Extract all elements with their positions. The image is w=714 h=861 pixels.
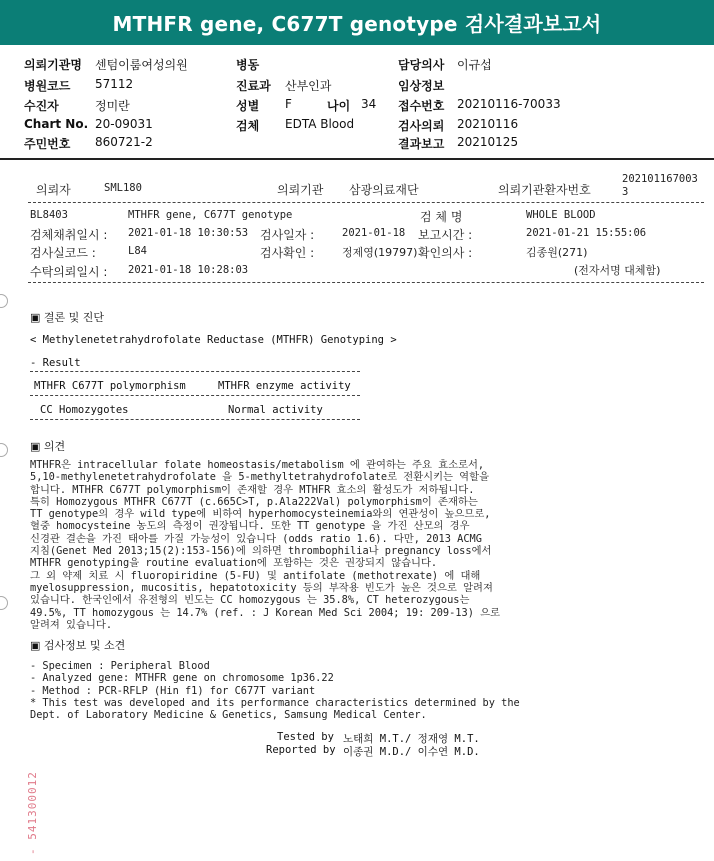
opinion-line: 특히 Homozygous MTHFR C677T (c.665C>T, p.Ala222Val) polymorphism이 존재하는 <box>30 495 478 508</box>
reported-by-label: Reported by <box>266 744 336 756</box>
report-date-value: 20210125 <box>457 135 519 149</box>
opinion-line: 49.5%, TT homozygous 는 14.7% (ref. : J Korean Med Sci 2004; 19: 209-13) 으로 <box>30 606 500 619</box>
collect-value: 2021-01-18 10:30:53 <box>128 227 249 239</box>
info-text <box>30 660 520 722</box>
opinion-line: 있습니다. 한국인에서 유전형의 빈도는 CC homozygous 는 35.8%, CT heterozygous는 <box>30 594 470 607</box>
institution-patient-value-cont: 3 <box>622 186 629 198</box>
side-number-text: - 541300012 <box>26 771 39 855</box>
result-divider-top <box>30 371 360 372</box>
result-divider-bottom <box>30 419 360 420</box>
institution-patient-label: 의뢰기관환자번호 <box>498 183 591 197</box>
opinion-line: 그 외 약제 치료 시 fluoropiridine (5-FU) 및 antifolate (methotrexate) 에 대해 <box>30 569 481 582</box>
opinion-line: 신경관 결손을 가진 태아를 가질 가능성이 있습니다 (odds ratio 1.6). 다만, 2013 ACMG <box>30 532 482 545</box>
patient-label: 수진자 <box>24 99 59 113</box>
doctor-value: 이규섭 <box>457 58 492 72</box>
punch-hole-mark <box>0 443 8 457</box>
testdate-label: 검사일자 : <box>260 228 315 242</box>
test-name: MTHFR gene, C677T genotype <box>128 209 293 221</box>
reported-by-value: 이종권 M.D./ 이수연 M.D. <box>343 746 480 758</box>
specimen-value: EDTA Blood <box>285 117 355 131</box>
method-title: < Methylenetetrahydrofolate Reductase (MTHFR) Genotyping > <box>30 334 397 346</box>
patient-value: 정미란 <box>95 99 130 113</box>
info-line: * This test was developed and its performance characteristics determined by the <box>30 696 520 709</box>
sex-label: 성별 <box>236 99 260 113</box>
result-col-polymorphism: MTHFR C677T polymorphism <box>34 380 186 392</box>
age-label: 나이 <box>327 99 351 113</box>
opinion-line: MTHFR은 intracellular folate homeostasis/metabolism 에 관여하는 주요 효소로서, <box>30 459 485 471</box>
report-title-bar <box>0 0 714 45</box>
result-genotype-value: CC Homozygotes <box>40 404 129 416</box>
opinion-text <box>30 459 520 631</box>
specimen-name-label: 검 체 명 <box>420 210 463 224</box>
tested-by-label: Tested by <box>277 731 334 743</box>
institution-label: 의뢰기관 <box>277 183 324 197</box>
punch-hole-mark <box>0 294 8 308</box>
meta-divider <box>28 202 704 203</box>
reporttime-value: 2021-01-21 15:55:06 <box>526 227 647 239</box>
header-divider <box>0 158 714 160</box>
chart-label: Chart No. <box>24 117 89 131</box>
punch-hole-mark <box>0 596 8 610</box>
institution-patient-value: 202101167003 <box>622 173 698 185</box>
received-label: 수탁의뢰일시 : <box>30 265 108 279</box>
confirm-doctor-value: 김종원(271) <box>526 246 588 259</box>
id-label: 주민번호 <box>24 137 71 151</box>
received-value: 2021-01-18 10:28:03 <box>128 264 249 276</box>
sex-value: F <box>285 97 292 111</box>
dept-value: 산부인과 <box>285 79 332 93</box>
info-section-title: ▣ 검사정보 및 소견 <box>30 639 126 652</box>
confirm-doctor-label: 확인의사 : <box>418 246 473 260</box>
receipt-label: 접수번호 <box>398 99 445 113</box>
opinion-section-title: ▣ 의견 <box>30 440 66 453</box>
lab-code-label: 검사실코드 : <box>30 246 96 260</box>
side-document-number <box>14 745 39 855</box>
test-code: BL8403 <box>30 209 68 221</box>
result-label: - Result <box>30 357 81 369</box>
result-col-enzyme: MTHFR enzyme activity <box>218 380 351 392</box>
opinion-line: 지침(Genet Med 2013;15(2):153-156)에 의하면 thrombophilia나 pregnancy loss에서 <box>30 545 492 558</box>
lab-code-value: L84 <box>128 245 147 257</box>
request-label: 검사의뢰 <box>398 119 445 133</box>
info-line: - Method : PCR-RFLP (Hin f1) for C677T variant <box>30 684 316 697</box>
specimen-name-value: WHOLE BLOOD <box>526 209 596 221</box>
requester-value: SML180 <box>104 182 142 194</box>
tested-by-value: 노태희 M.T./ 정재영 M.T. <box>343 733 480 745</box>
report-title: MTHFR gene, C677T genotype 검사결과보고서 <box>112 12 602 36</box>
dept-label: 진료과 <box>236 79 271 93</box>
info-line: - Specimen : Peripheral Blood <box>30 660 210 672</box>
hospital-label: 의뢰기관명 <box>24 58 82 72</box>
opinion-line: 알려져 있습니다. <box>30 618 113 631</box>
institution-value: 삼광의료재단 <box>349 183 419 197</box>
info-line: - Analyzed gene: MTHFR gene on chromosome 1p36.22 <box>30 672 334 685</box>
collect-label: 검체채취일시 : <box>30 228 108 242</box>
code-label: 병원코드 <box>24 79 71 93</box>
result-divider-mid <box>30 395 360 396</box>
hospital-value: 센텀이룸여성의원 <box>95 58 188 72</box>
report-date-label: 결과보고 <box>398 137 445 151</box>
clinical-label: 임상정보 <box>398 79 445 93</box>
result-activity-value: Normal activity <box>228 404 323 416</box>
chart-value: 20-09031 <box>95 117 153 131</box>
receipt-value: 20210116-70033 <box>457 97 561 111</box>
info-line: Dept. of Laboratory Medicine & Genetics, Samsung Medical Center. <box>30 709 427 722</box>
opinion-line: 혈중 homocysteine 농도의 측정이 권장됩니다. 또한 TT genotype 을 가진 산모의 경우 <box>30 520 470 533</box>
esign-note: (전자서명 대체함) <box>574 264 661 277</box>
results-section-title: ▣ 결론 및 진단 <box>30 311 105 324</box>
opinion-line: myelosuppression, mucositis, hepatotoxicity 등의 부작용 빈도가 높은 것으로 알려져 <box>30 581 493 594</box>
ward-label: 병동 <box>236 58 260 72</box>
request-value: 20210116 <box>457 117 519 131</box>
doctor-label: 담당의사 <box>398 58 445 72</box>
confirm-label: 검사확인 : <box>260 246 315 260</box>
opinion-line: TT genotype의 경우 wild type에 비하여 hyperhomocysteinemia와의 연관성이 높으므로, <box>30 508 491 521</box>
opinion-line: MTHFR genotyping을 routine evaluation에 포함하는 것은 권장되지 않습니다. <box>30 557 438 570</box>
id-value: 860721-2 <box>95 135 153 149</box>
confirm-value: 정제영(19797) <box>342 246 418 259</box>
code-value: 57112 <box>95 77 134 91</box>
requester-label: 의뢰자 <box>36 183 71 197</box>
opinion-line: 합니다. MTHFR C677T polymorphism이 존재할 경우 MTHFR 효소의 활성도가 저하됩니다. <box>30 483 475 496</box>
opinion-line: 5,10-methylenetetrahydrofolate 을 5-methyltetrahydrofolate로 전환시키는 역할을 <box>30 471 490 484</box>
specimen-label: 검체 <box>236 119 260 133</box>
testdate-value: 2021-01-18 <box>342 227 406 239</box>
age-value: 34 <box>361 97 377 111</box>
hospital-field <box>24 56 82 73</box>
reporttime-label: 보고시간 : <box>418 228 473 242</box>
meta-bottom-divider <box>28 282 704 283</box>
